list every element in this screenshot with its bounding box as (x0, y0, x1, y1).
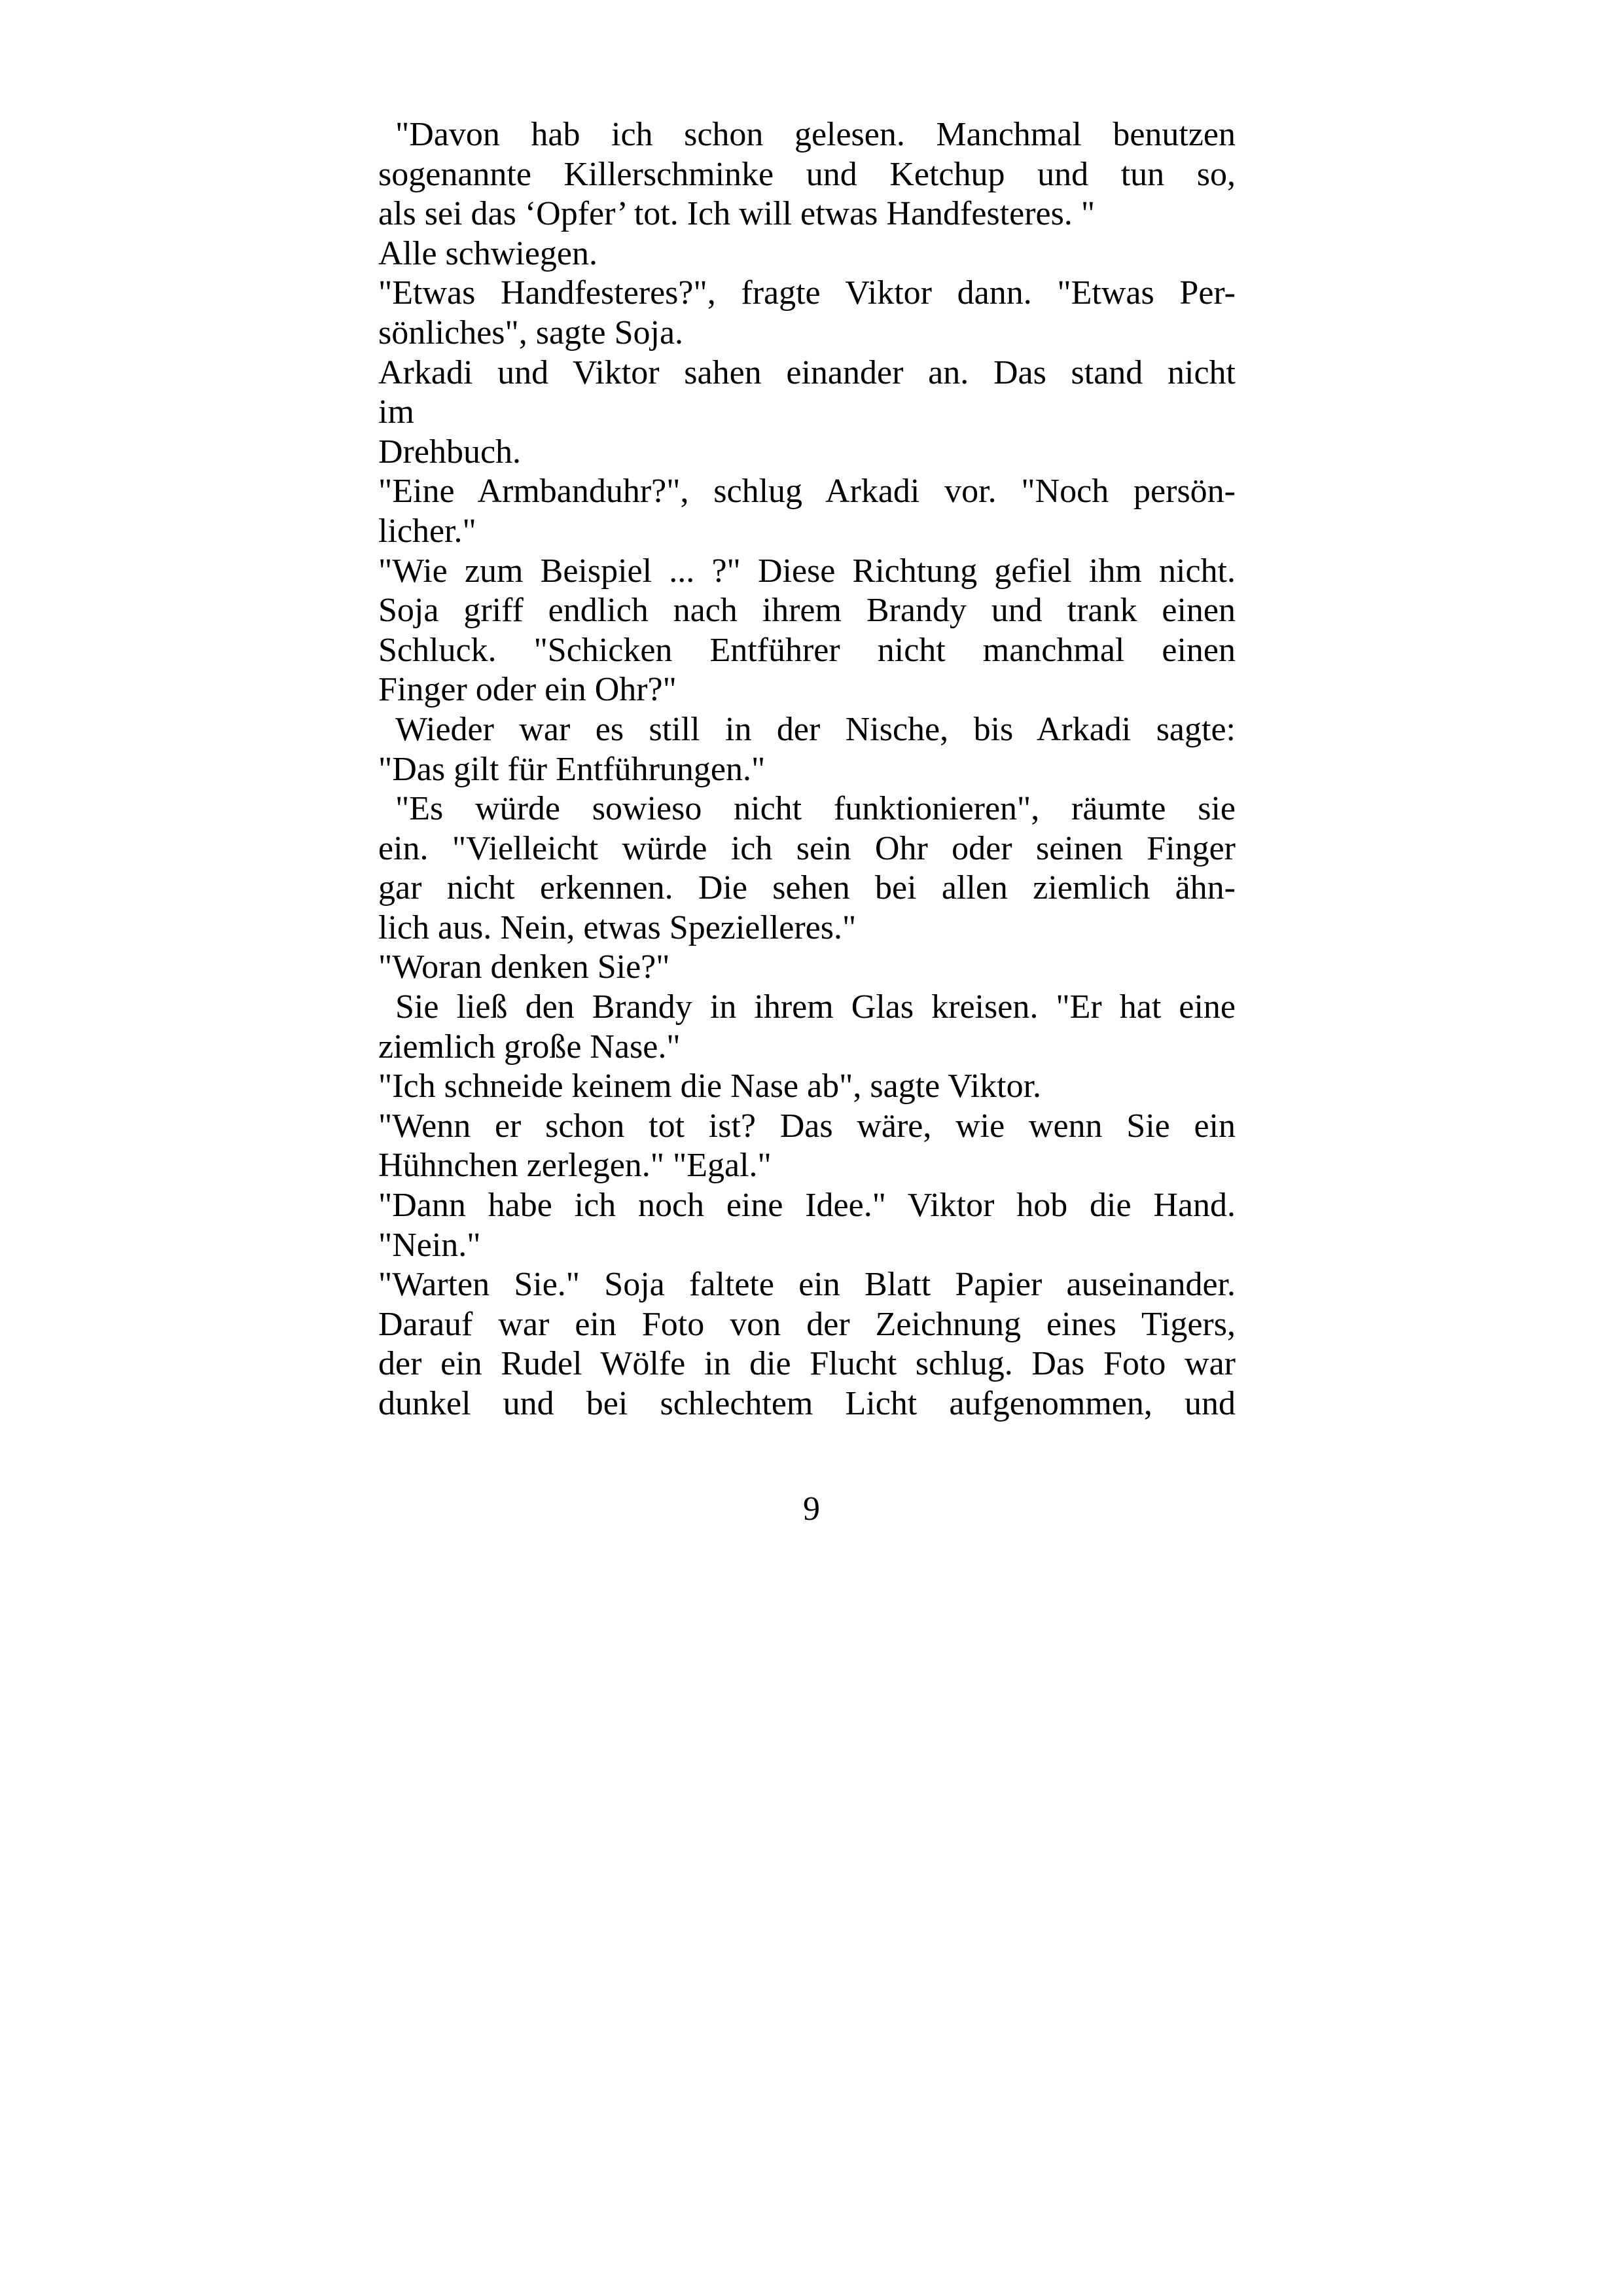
text-line: "Wenn er schon tot ist? Das wäre, wie wenn Sie ein (378, 1107, 1236, 1145)
text-line: gar nicht erkennen. Die sehen bei allen ziemlich ähn- (378, 869, 1236, 907)
text-line: "Woran denken Sie?" (378, 948, 670, 986)
text-line: "Dann habe ich noch eine Idee." Viktor hob die Hand. (378, 1187, 1236, 1225)
text-line: "Warten Sie." Soja faltete ein Blatt Papier auseinander. (378, 1266, 1236, 1304)
text-line: "Nein." (378, 1226, 481, 1264)
text-line: Darauf war ein Foto von der Zeichnung eines Tigers, (378, 1305, 1236, 1343)
text-line: Finger oder ein Ohr?" (378, 671, 677, 709)
text-line: Arkadi und Viktor sahen einander an. Das stand nicht (378, 353, 1236, 391)
text-line: lich aus. Nein, etwas Spezielleres." (378, 908, 857, 946)
text-line: ziemlich große Nase." (378, 1028, 681, 1066)
text-line: "Eine Armbanduhr?", schlug Arkadi vor. "Noch persön- (378, 473, 1236, 511)
text-line: "Ich schneide keinem die Nase ab", sagte Viktor. (378, 1067, 1042, 1105)
text-line: sogenannte Killerschminke und Ketchup und tun so, (378, 155, 1236, 193)
text-line: sönliches", sagte Soja. (378, 314, 684, 351)
text-line: "Das gilt für Entführungen." (378, 750, 766, 788)
text-line: dunkel und bei schlechtem Licht aufgenommen, und (378, 1385, 1236, 1422)
text-line: "Es würde sowieso nicht funktionieren", räumte sie (395, 790, 1236, 828)
text-line: der ein Rudel Wölfe in die Flucht schlug. Das Foto war (378, 1345, 1236, 1383)
text-line: Drehbuch. (378, 433, 522, 471)
page-number: 9 (803, 1490, 820, 1528)
text-line: Sie ließ den Brandy in ihrem Glas kreisen. "Er hat eine (395, 988, 1236, 1026)
text-line: "Etwas Handfesteres?", fragte Viktor dann. "Etwas Per- (378, 274, 1236, 312)
text-line: Soja griff endlich nach ihrem Brandy und trank einen (378, 592, 1236, 630)
text-line: als sei das ‘Opfer’ tot. Ich will etwas Handfesteres. " (378, 195, 1096, 233)
text-line: Schluck. "Schicken Entführer nicht manchmal einen (378, 631, 1236, 669)
text-line: licher." (378, 512, 476, 550)
text-line: Wieder war es still in der Nische, bis Arkadi sagte: (395, 710, 1236, 748)
text-line: Alle schwiegen. (378, 234, 598, 272)
text-line: Hühnchen zerlegen." "Egal." (378, 1147, 772, 1185)
text-line: im (378, 393, 414, 431)
body-text (378, 115, 1236, 1424)
text-line: ein. "Vielleicht würde ich sein Ohr oder seinen Finger (378, 829, 1236, 867)
text-line: "Davon hab ich schon gelesen. Manchmal benutzen (395, 116, 1236, 153)
text-line: "Wie zum Beispiel ... ?" Diese Richtung gefiel ihm nicht. (378, 552, 1236, 590)
